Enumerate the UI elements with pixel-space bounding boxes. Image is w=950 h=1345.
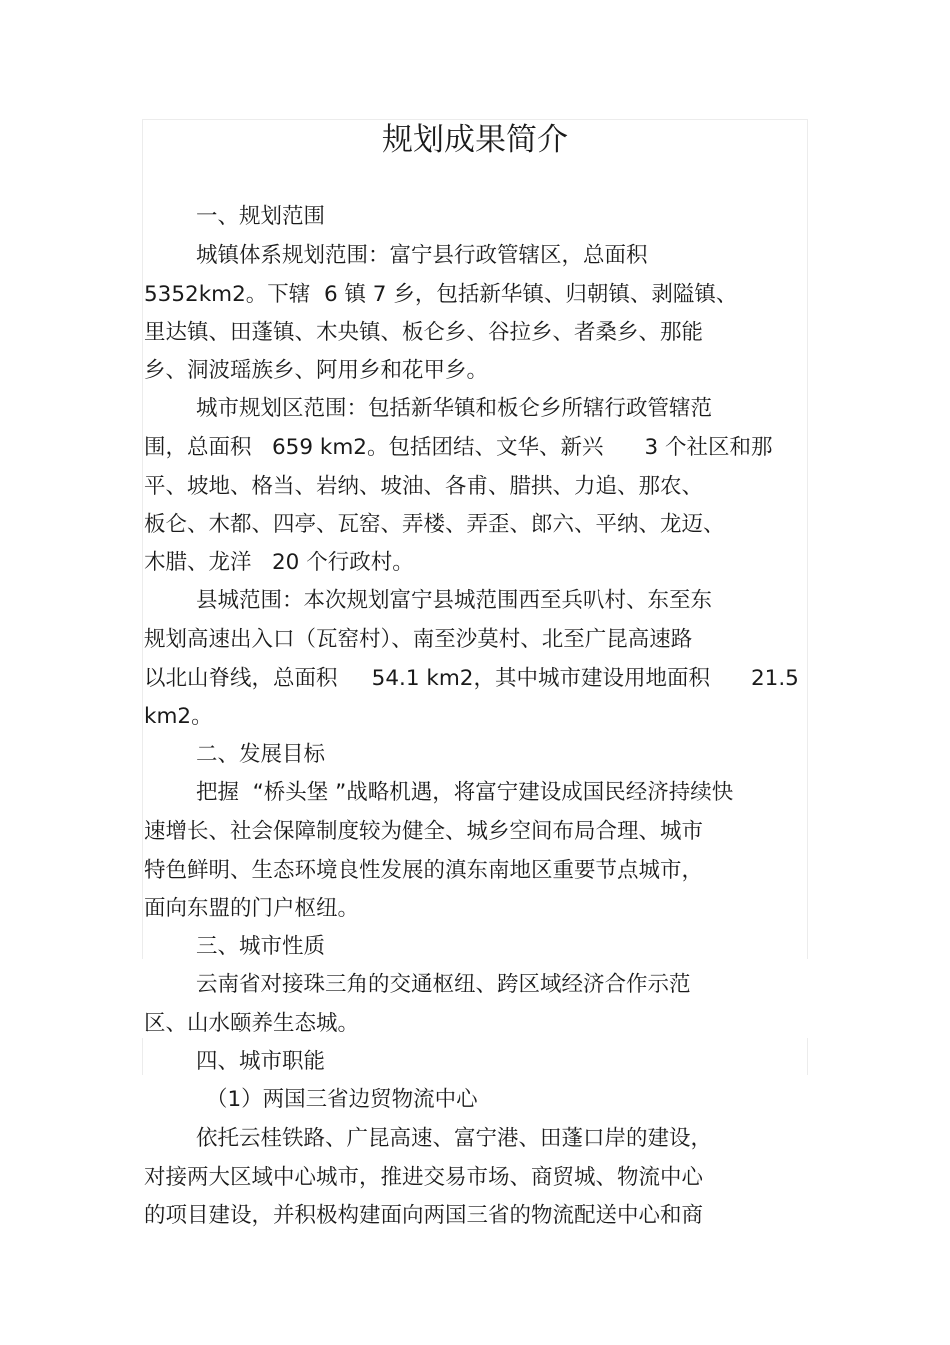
paragraph-line: 云南省对接珠三角的交通枢纽、跨区域经济合作示范 [196, 972, 691, 997]
paragraph-line: 面向东盟的门户枢纽。 [144, 896, 360, 921]
document-title: 规划成果简介 [382, 122, 568, 158]
paragraph-line: 城镇体系规划范围：富宁县行政管辖区，总面积 [196, 243, 648, 268]
paragraph-line: 里达镇、田蓬镇、木央镇、板仑乡、谷拉乡、者桑乡、那能 [144, 320, 704, 345]
paragraph-line: 以北山脊线，总面积 54.1 km2，其中城市建设用地面积 21.5 [144, 666, 799, 691]
page-frame-left-border [142, 119, 143, 959]
paragraph-line: 围，总面积 659 km2。包括团结、文华、新兴 3 个社区和那 [144, 435, 773, 460]
paragraph-line: 速增长、社会保障制度较为健全、城乡空间布局合理、城市 [144, 819, 704, 844]
page-frame-right-border [807, 119, 808, 959]
paragraph-line: 乡、洞波瑶族乡、阿用乡和花甲乡。 [144, 358, 489, 383]
paragraph-line: 对接两大区域中心城市，推进交易市场、商贸城、物流中心 [144, 1165, 704, 1190]
paragraph-line: 5352km2。下辖 6 镇 7 乡，包括新华镇、归朝镇、剥隘镇、 [144, 282, 738, 307]
paragraph-line: 板仑、木都、四亭、瓦窑、弄楼、弄歪、郎六、平纳、龙迈、 [144, 512, 725, 537]
section-heading-functions: 四、城市职能 [196, 1049, 326, 1074]
page-frame-right-border-lower [807, 1038, 808, 1075]
paragraph-line: 的项目建设，并积极构建面向两国三省的物流配送中心和商 [144, 1203, 704, 1228]
paragraph-line: km2。 [144, 704, 213, 729]
section-heading-scope: 一、规划范围 [196, 204, 326, 229]
section-heading-nature: 三、城市性质 [196, 934, 326, 959]
paragraph-line: 城市规划区范围：包括新华镇和板仑乡所辖行政管辖范 [196, 396, 713, 421]
paragraph-line: 木腊、龙洋 20 个行政村。 [144, 550, 414, 575]
paragraph-line: 规划高速出入口（瓦窑村）、南至沙莫村、北至广昆高速路 [144, 627, 693, 652]
section-heading-goals: 二、发展目标 [196, 742, 326, 767]
paragraph-line: 平、坡地、格当、岩纳、坡油、各甫、腊拱、力追、那农、 [144, 474, 704, 499]
paragraph-line: 特色鲜明、生态环境良性发展的滇东南地区重要节点城市， [144, 858, 704, 883]
page-frame-left-border-lower [142, 1038, 143, 1075]
paragraph-line: 把握 “桥头堡 ”战略机遇，将富宁建设成国民经济持续快 [196, 780, 734, 805]
paragraph-line: 区、山水颐养生态城。 [144, 1011, 360, 1036]
paragraph-line: 县城范围：本次规划富宁县城范围西至兵叭村、东至东 [196, 588, 713, 613]
subsection-heading: （1）两国三省边贸物流中心 [206, 1087, 478, 1112]
paragraph-line: 依托云桂铁路、广昆高速、富宁港、田蓬口岸的建设， [196, 1126, 713, 1151]
